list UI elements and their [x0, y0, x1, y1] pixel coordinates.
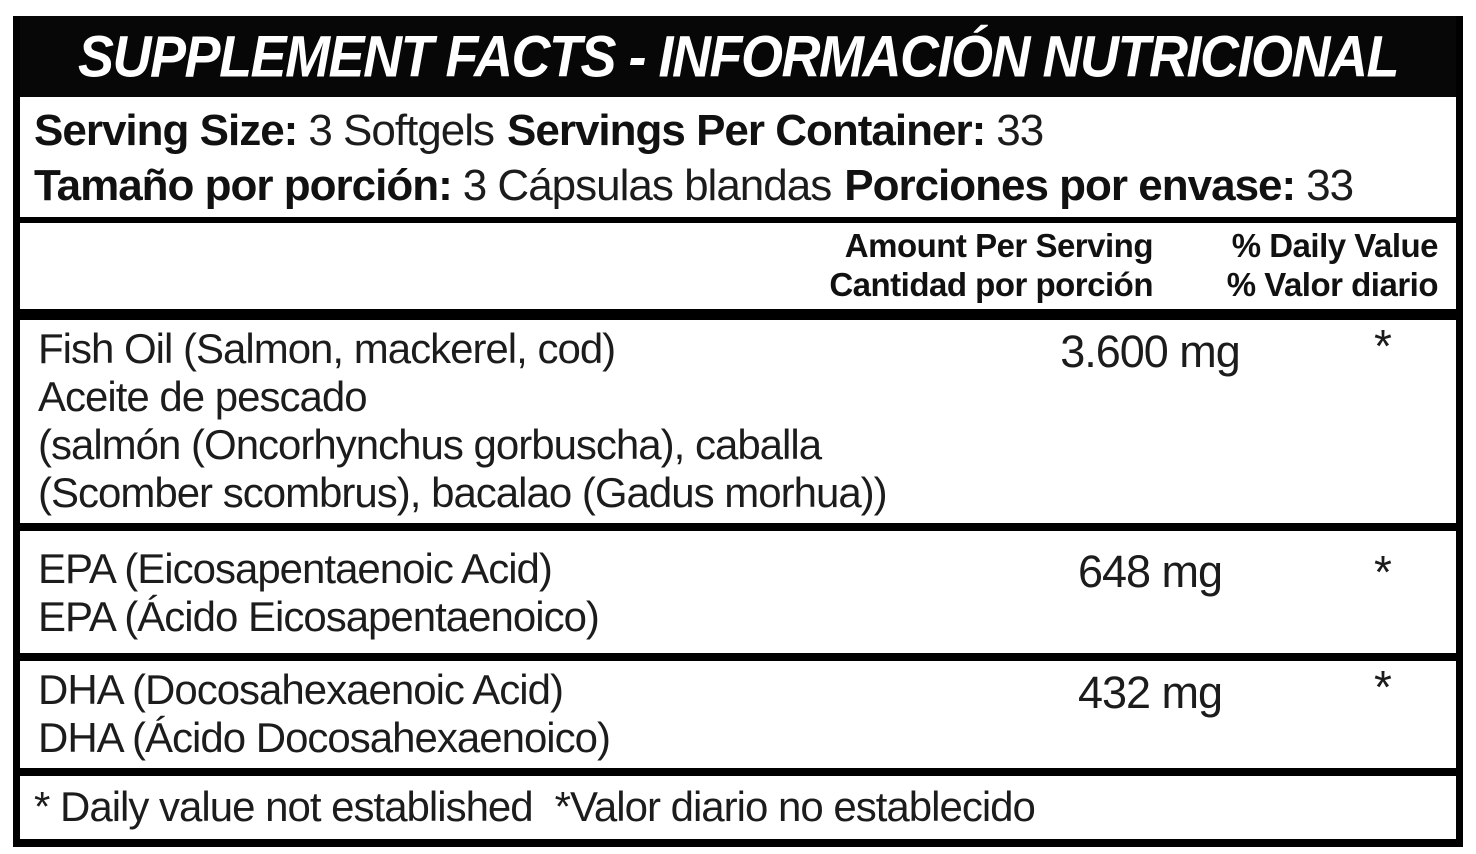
daily-value-asterisk: *	[1374, 320, 1392, 372]
servings-per-container-label-en: Servings Per Container:	[507, 106, 986, 155]
nutrient-name	[20, 531, 990, 653]
nutrient-name-line: EPA (Eicosapentaenoic Acid)	[38, 545, 552, 592]
daily-value-es: % Valor diario	[1226, 266, 1438, 303]
nutrient-name-line: (salmón (Oncorhynchus gorbuscha), caballa	[38, 421, 822, 468]
nutrient-name-line: DHA (Docosahexaenoic Acid)	[38, 666, 563, 713]
nutrient-name-line: DHA (Ácido Docosahexaenoico)	[38, 714, 610, 761]
daily-value-asterisk: *	[1374, 661, 1392, 713]
nutrient-name-line: EPA (Ácido Eicosapentaenoico)	[38, 593, 599, 640]
nutrient-amount: 648 mg	[1077, 546, 1223, 597]
amount-per-serving-header	[34, 226, 1153, 304]
daily-value-asterisk: *	[1374, 546, 1392, 598]
nutrient-name	[20, 661, 990, 768]
servings-per-container-label-es: Porciones por envase:	[844, 161, 1296, 210]
nutrient-amount: 432 mg	[1077, 667, 1223, 718]
serving-line-es	[34, 158, 1442, 213]
label-title: SUPPLEMENT FACTS - INFORMACIÓN NUTRICIONAL	[78, 24, 1398, 89]
serving-line-en	[34, 103, 1442, 158]
nutrient-row-dha	[20, 653, 1456, 768]
serving-size-label-en: Serving Size:	[34, 106, 298, 155]
daily-value-header	[1153, 226, 1438, 304]
nutrient-name-line: Aceite de pescado	[38, 373, 367, 420]
nutrient-name-line: (Scomber scombrus), bacalao (Gadus morhua))	[38, 469, 887, 516]
serving-size-value-en: 3 Softgels	[308, 106, 494, 155]
amount-per-serving-es: Cantidad por porción	[829, 266, 1153, 303]
column-headers	[20, 217, 1456, 309]
serving-size-value-es: 3 Cápsulas blandas	[462, 161, 832, 210]
daily-value-en: % Daily Value	[1231, 227, 1438, 264]
supplement-facts-label	[13, 16, 1463, 847]
serving-section	[20, 97, 1456, 217]
servings-per-container-value-es: 33	[1306, 161, 1354, 210]
amount-per-serving-en: Amount Per Serving	[844, 227, 1153, 264]
nutrient-name-line: Fish Oil (Salmon, mackerel, cod)	[38, 325, 616, 372]
footnote-en: * Daily value not established	[34, 783, 533, 830]
servings-per-container-value-en: 33	[996, 106, 1044, 155]
label-title-bar	[20, 16, 1456, 97]
nutrient-amount: 3.600 mg	[1060, 326, 1240, 377]
nutrient-row-fish-oil	[20, 309, 1456, 523]
nutrient-row-epa	[20, 523, 1456, 653]
nutrient-name	[20, 320, 990, 523]
serving-size-label-es: Tamaño por porción:	[34, 161, 452, 210]
footnote	[20, 768, 1456, 839]
footnote-es: *Valor diario no establecido	[554, 783, 1035, 830]
